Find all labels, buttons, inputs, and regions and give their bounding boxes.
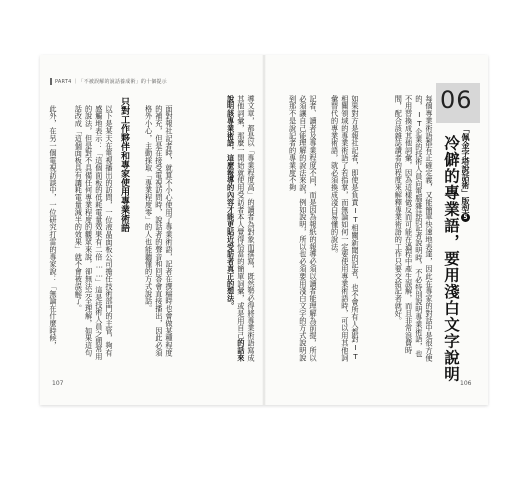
right-paragraph-1 — [362, 95, 434, 363]
chapter-number: 06 — [440, 86, 473, 114]
left-page — [40, 55, 264, 405]
running-head — [50, 78, 167, 85]
right-paragraph-2 — [320, 95, 360, 363]
left-paragraph-4-text: 此外，在另一個電視訪談中，一位研究打雷的專家說：「無論在什麼時候， — [49, 105, 58, 350]
chapter-title: 冷僻的專業語，要用淺白文字說明 — [442, 135, 460, 383]
right-paragraph-3 — [274, 95, 318, 363]
section-heading — [116, 97, 130, 297]
left-paragraph-2-text: 面對報社記者時，就算不小心使用了專業術語，記者在撰稿時也會做某種程度的補充，但是在接受電視訪問時，說話者的聲音和回答會直接播出，因此必須格外小心，主動採取「專業程度零」的人也能聽懂的方式說話。 — [144, 105, 174, 357]
section-heading-text: 只對工作夥伴和專家使用專業術語 — [119, 97, 129, 232]
left-paragraph-3 — [60, 105, 114, 363]
series-number-badge: 5 — [462, 214, 469, 221]
series-tag — [460, 125, 471, 222]
right-page-number: 106 — [460, 380, 472, 387]
running-head-text: PART4 ｜「不被誤解的說話養成術」的十個提示 — [55, 79, 167, 85]
left-paragraph-4 — [46, 105, 58, 363]
left-paragraph-1-plain: 導文章，都是以「專業程度高」的讀者為對象而撰寫，既然勢必得將專業術語寫成其他詞彙，那麼一開始就使用受訪者本人覺得恰當的簡單詞彙，或是用自己 — [236, 95, 256, 362]
series-tag-text: 「佩金字塔說話術」版型 — [461, 125, 470, 213]
right-paragraph-1-text: 每個專業術語都有正確定義，又能簡單快速地表達，因此在專家的對話中是很方便的，IT企業的技術人員向電腦雜誌的記者說明時，不必特別說明專業術語，也不用替換成其他詞彙，因為這樣做反而可能在過程中產生誤解，而且非常浪費時間，配合該雜誌讀者的程度來解釋專業術語的工作只要交給記者就好。 — [394, 95, 434, 362]
book-spread — [40, 55, 488, 405]
running-head-bar — [50, 78, 52, 85]
left-paragraph-3-text: 以下是某天在電視播出的訪問，一位液晶面板公司擔任技術部門的主管，夠有感觸地表示：「這個面板的低耗電量效果有二倍……」這是技術人員之間常用的說法，但是對不具備任何專業程度的觀眾來說，卻無法完全理解，如果這句話改成「這個面板具有讓耗電量減半的效果」就不會被誤解了。 — [74, 105, 114, 361]
left-page-number: 107 — [52, 380, 64, 387]
left-paragraph-2 — [132, 105, 174, 363]
left-paragraph-1-bold: 的話來說明該專業術語，這麼報導的內容才能更貼近受訪者真正的想法。 — [226, 95, 246, 362]
right-paragraph-3-text: 記者、讀者及專業程度不同，而是因為報紙的報導必須以讀者能理解為前提，所以必須讓自己能理解的說法來說，例如說明，所以也必須要用淺白文字的方式說明說到那不是說記者的專業度不夠 — [288, 95, 318, 362]
right-page — [264, 55, 488, 405]
left-paragraph-1 — [176, 95, 256, 363]
right-paragraph-2-text: 如果對方是報社記者，即使是負責IT相關新聞的記者，也不會所有人都對IT相關領域的專業術語了若指掌，而無論如何一定要使用專業術語時，可以用其他詞彙替代的專業術語，就必須換成淺白易懂的說法。 — [330, 95, 360, 362]
